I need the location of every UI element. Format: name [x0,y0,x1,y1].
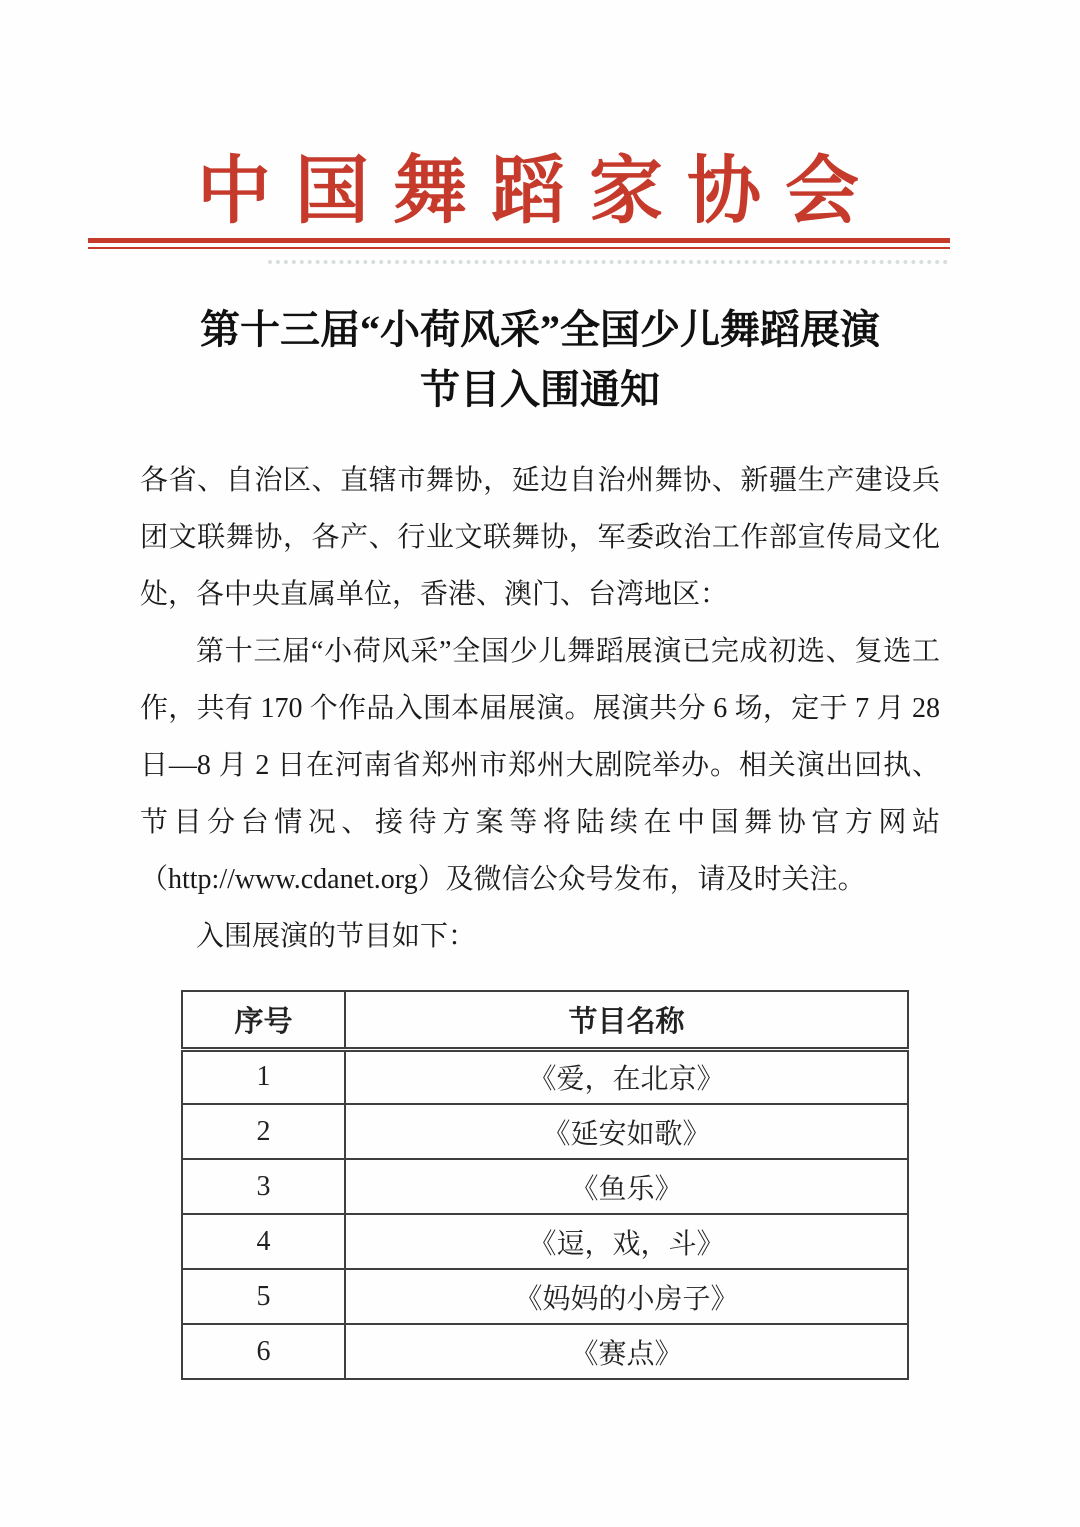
table-row [182,1269,908,1324]
serial-cell: 4 [182,1214,345,1269]
serial-cell: 5 [182,1269,345,1324]
program-name-cell: 《爱，在北京》 [345,1049,908,1104]
table-row [182,1324,908,1379]
table-row [182,1104,908,1159]
program-name-cell: 《妈妈的小房子》 [345,1269,908,1324]
letter-body [140,452,940,965]
org-name: 中国舞蹈家协会 [197,151,883,233]
document-title [0,300,1080,420]
serial-cell: 1 [182,1049,345,1104]
column-header-program: 节目名称 [345,991,908,1049]
table-lead-in: 入围展演的节目如下： [196,921,477,952]
program-table [181,990,909,1380]
program-name-cell: 《逗，戏，斗》 [345,1214,908,1269]
serial-cell: 2 [182,1104,345,1159]
document-title-line1: 第十三届“小荷风采”全国少儿舞蹈展演 [200,307,880,352]
body-paragraph: 第十三届“小荷风采”全国少儿舞蹈展演已完成初选、复选工作，共有 170 个作品入围本届展演。展演共分 6 场，定于 7 月 28 日—8 月 2 日在河南省郑州市郑州大剧院举办。相关演出回执、节目分台情况、接待方案等将陆续在中国舞协官方网站（http://www.cdanet.org）及微信公众号发布，请及时关注。 [140,636,940,895]
letterhead-rule-thin [88,247,950,249]
table-row [182,1049,908,1104]
letterhead-rule-thick [88,238,950,243]
program-name-cell: 《赛点》 [345,1324,908,1379]
program-name-cell: 《延安如歌》 [345,1104,908,1159]
program-name-cell: 《鱼乐》 [345,1159,908,1214]
serial-cell: 6 [182,1324,345,1379]
table-row [182,1214,908,1269]
table-row [182,1159,908,1214]
serial-cell: 3 [182,1159,345,1214]
column-header-serial: 序号 [182,991,345,1049]
salutation: 各省、自治区、直辖市舞协，延边自治州舞协、新疆生产建设兵团文联舞协，各产、行业文联舞协，军委政治工作部宣传局文化处，各中央直属单位，香港、澳门、台湾地区： [140,465,940,610]
document-title-line2: 节目入围通知 [420,367,660,412]
table-header-row [182,991,908,1049]
dotted-divider [268,260,948,264]
